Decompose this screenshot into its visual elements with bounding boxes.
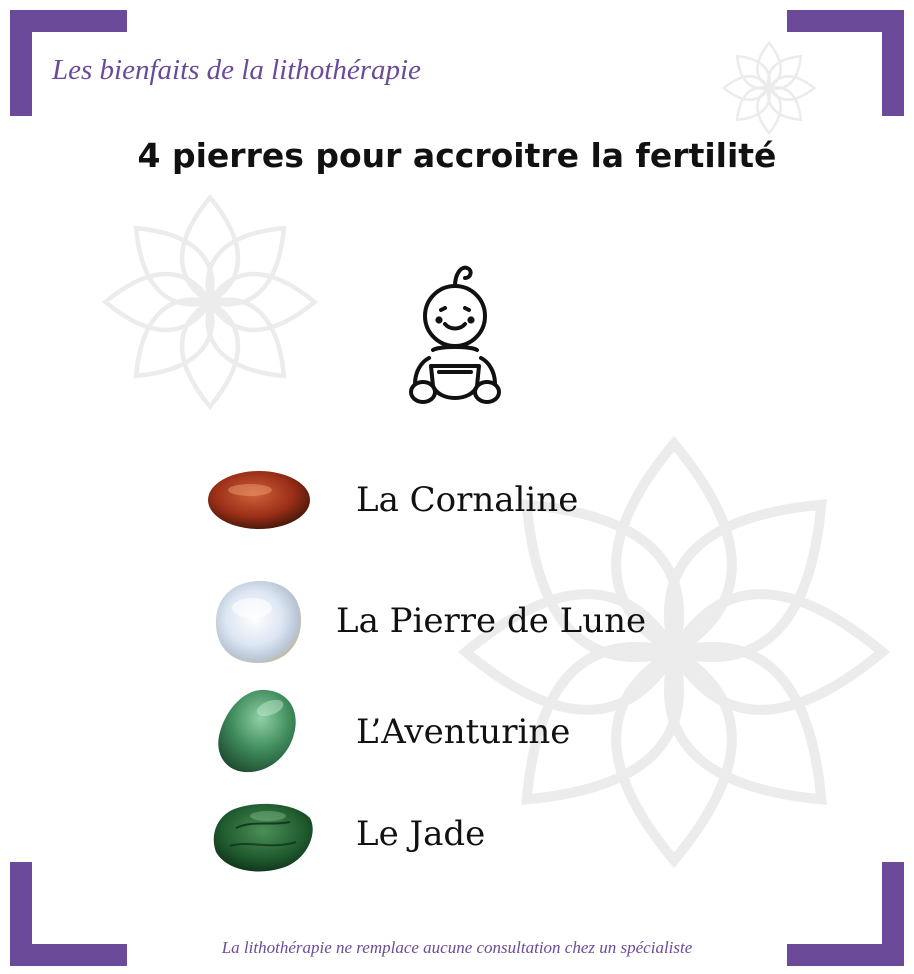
cornaline-stone-image bbox=[206, 468, 312, 532]
jade-stone-image bbox=[212, 800, 316, 874]
corner-bracket-top-left bbox=[10, 10, 32, 116]
disclaimer-footer: La lithothérapie ne remplace aucune consultation chez un spécialiste bbox=[221, 938, 693, 957]
moonstone-image bbox=[212, 578, 304, 666]
stone-label-jade: Le Jade bbox=[356, 814, 486, 854]
stone-label-aventurine: L’Aventurine bbox=[356, 712, 571, 752]
page-header: Les bienfaits de la lithothérapie bbox=[52, 54, 421, 86]
lotus-flower-icon bbox=[710, 36, 828, 140]
stone-label-cornaline: La Cornaline bbox=[356, 480, 579, 520]
stone-label-pierre-de-lune: La Pierre de Lune bbox=[336, 601, 647, 641]
page-title: 4 pierres pour accroitre la fertilité bbox=[137, 136, 777, 175]
corner-bracket-top-right bbox=[882, 10, 904, 116]
lotus-flower-icon bbox=[98, 190, 322, 414]
baby-icon bbox=[405, 262, 505, 412]
aventurine-stone-image bbox=[214, 686, 302, 776]
